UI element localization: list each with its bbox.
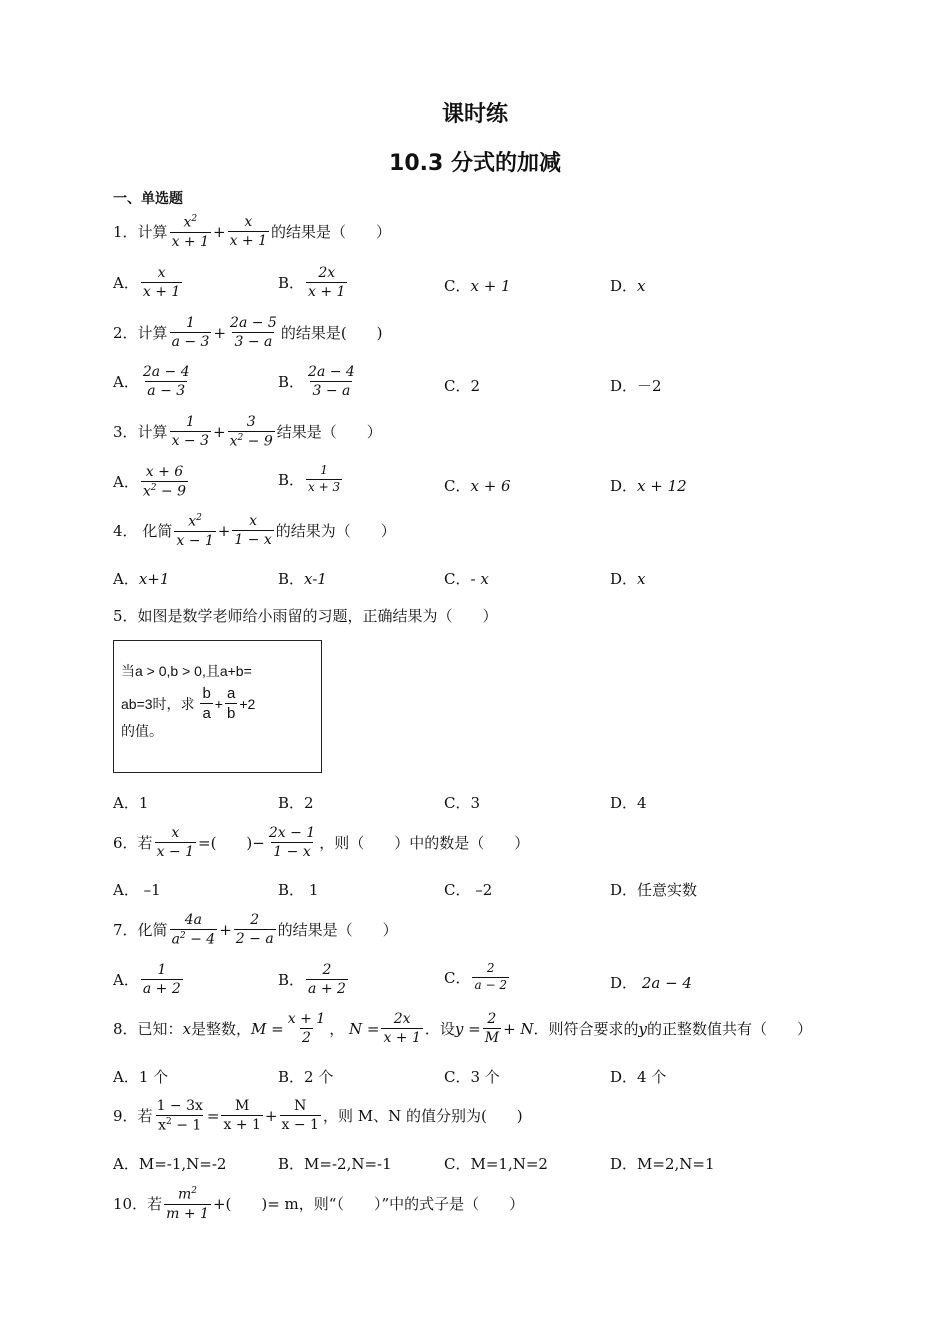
- q7-option-b[interactable]: B． $\frac{2}{a + 2}$: [278, 962, 346, 998]
- q5-option-c[interactable]: C． 3: [444, 793, 481, 812]
- q9-option-d[interactable]: D． M=2,N=1: [610, 1154, 715, 1173]
- q8-option-a[interactable]: A． 1 个: [113, 1068, 169, 1086]
- question-8: 8． 已知： x 是整数， M = $\frac{x + 1}{2}$ ， N = $\frac{2x}{x + 1}$ ．设 y = $\frac{2}{M}$ + N ．则符合要求的 y 的正整数值共有（ ）: [113, 1011, 813, 1047]
- exercise-image: 当a > 0,b > 0,且a+b= ab=3时，求 $\frac{b}{a}$ + $\frac{a}{b}$ +2 的值。: [113, 640, 322, 773]
- q5-option-d[interactable]: D． 4: [610, 793, 647, 812]
- q6-option-b[interactable]: B． 1: [278, 880, 319, 899]
- q6-option-a[interactable]: A． –1: [113, 880, 161, 899]
- q1-option-d[interactable]: D． x: [610, 276, 646, 295]
- q6-option-c[interactable]: C． –2: [444, 880, 493, 899]
- question-2: 2． 计算 $\frac{1}{a - 3}$ + $\frac{2a - 5}{3 - a}$ 的结果是( ): [113, 315, 383, 351]
- page-subtitle: 10.3 分式的加减: [389, 151, 561, 176]
- q2-option-c[interactable]: C． 2: [444, 376, 481, 395]
- q8-option-c[interactable]: C． 3 个: [444, 1068, 500, 1086]
- q8-option-b[interactable]: B． 2 个: [278, 1068, 334, 1086]
- question-5: 5． 如图是数学老师给小雨留的习题，正确结果为（ ）: [113, 607, 498, 625]
- q9-option-b[interactable]: B． M=-2,N=-1: [278, 1154, 392, 1173]
- q8-option-d[interactable]: D． 4 个: [610, 1068, 667, 1086]
- q2-option-d[interactable]: D． －2: [610, 377, 662, 395]
- q2-option-a[interactable]: A． $\frac{2a - 4}{a - 3}$: [113, 364, 190, 400]
- q3-option-c[interactable]: C． x + 6: [444, 476, 511, 495]
- section-heading: 一、单选题: [113, 191, 183, 207]
- q3-option-d[interactable]: D． x + 12: [610, 476, 687, 495]
- question-6: 6． 若 $\frac{x}{x - 1}$ =( )− $\frac{2x - 1}{1 - x}$ ，则（ ）中的数是（ ）: [113, 825, 530, 861]
- question-4: 4． 化简 $\frac{x^2}{x - 1}$ + $\frac{x}{1 - x}$ 的结果为（ ）: [113, 513, 396, 549]
- page-title: 课时练: [441, 102, 508, 127]
- q2-option-b[interactable]: B． $\frac{2a - 4}{3 - a}$: [278, 364, 355, 400]
- q4-option-d[interactable]: D． x: [610, 569, 646, 588]
- q7-option-a[interactable]: A． $\frac{1}{a + 2}$: [113, 962, 181, 998]
- q9-option-c[interactable]: C． M=1,N=2: [444, 1154, 548, 1173]
- q4-option-c[interactable]: C． - x: [444, 569, 489, 588]
- q7-option-d[interactable]: D． 2a − 4: [610, 973, 692, 992]
- q5-option-b[interactable]: B． 2: [278, 793, 314, 812]
- q3-option-a[interactable]: A． $\frac{x + 6}{x^2 - 9}$: [113, 464, 187, 500]
- q7-option-c[interactable]: C． $\frac{2}{a - 2}$: [444, 961, 507, 992]
- question-7: 7． 化简 $\frac{4a}{a^2 - 4}$ + $\frac{2}{2 - a}$ 的结果是（ ）: [113, 912, 398, 948]
- q1-option-c[interactable]: C． x + 1: [444, 276, 511, 295]
- question-10: 10． 若 $\frac{m^2}{m + 1}$ +( )= m ，则“（ ）”中的式子是（ ）: [113, 1186, 525, 1222]
- q5-option-a[interactable]: A． 1: [113, 793, 149, 812]
- q1-option-a[interactable]: A． $\frac{x}{x + 1}$: [113, 265, 181, 301]
- question-9: 9． 若 $\frac{1 - 3x}{x^2 - 1}$ = $\frac{M}{x + 1}$ + $\frac{N}{x - 1}$ ，则 M、N 的值分别为( ): [113, 1098, 523, 1134]
- question-3: 3． 计算 $\frac{1}{x - 3}$ + $\frac{3}{x^2 - 9}$ 结果是（ ）: [113, 414, 382, 450]
- q1-option-b[interactable]: B． $\frac{2x}{x + 1}$: [278, 265, 346, 301]
- q9-option-a[interactable]: A． M=-1,N=-2: [113, 1154, 227, 1173]
- q3-option-b[interactable]: B． $\frac{1}{x + 3}$: [278, 463, 341, 494]
- q6-option-d[interactable]: D． 任意实数: [610, 881, 698, 899]
- question-1: 1． 计算 $\frac{x^2}{x + 1}$ + $\frac{x}{x + 1}$ 的结果是（ ）: [113, 214, 392, 250]
- q4-option-a[interactable]: A． x+1: [113, 569, 170, 588]
- q4-option-b[interactable]: B． x-1: [278, 569, 327, 588]
